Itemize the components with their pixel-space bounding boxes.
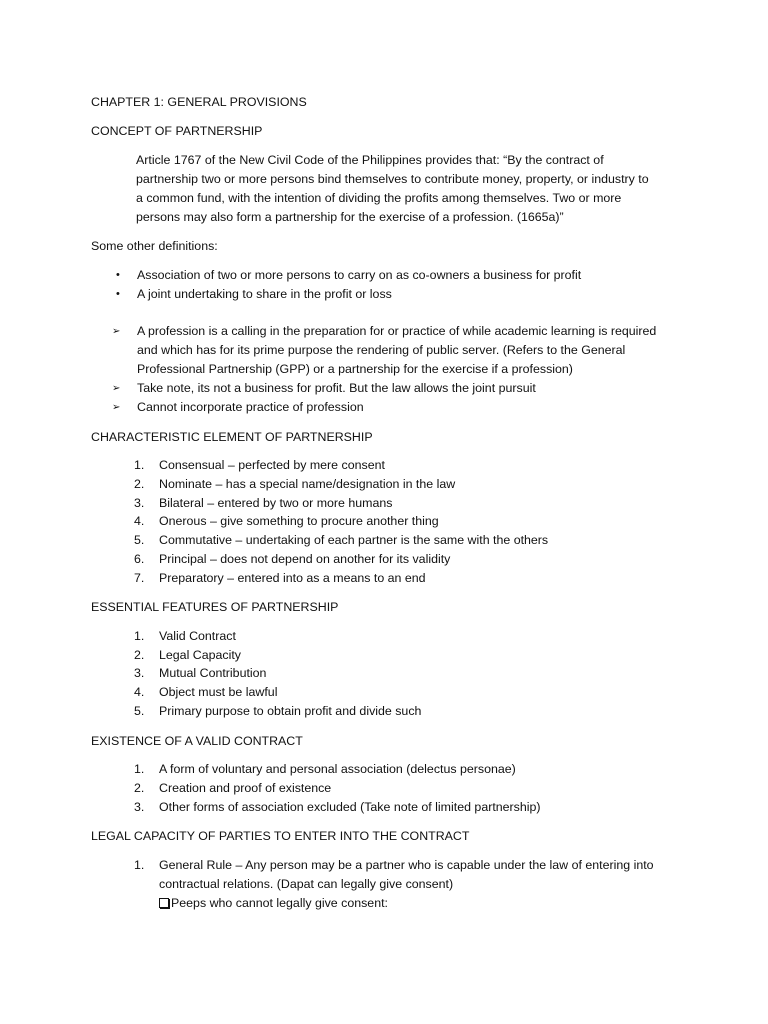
list-number: 3. (134, 496, 145, 510)
list-text: Legal Capacity (159, 648, 241, 662)
list-text: Valid Contract (159, 629, 236, 643)
list-item (0, 856, 768, 894)
list-text: General Rule – Any person may be a partner who is capable under the law of entering into (159, 858, 654, 872)
list-number: 5. (134, 533, 145, 547)
list-number: 2. (134, 648, 145, 662)
arrow-item-line: A profession is a calling in the preparation for or practice of while academic learning is required (137, 324, 657, 338)
bullet-marker: • (116, 269, 120, 281)
concept-paragraph-line: persons may also form a partnership for the exercise of a profession. (1665a)” (136, 210, 564, 224)
list-number: 4. (134, 685, 145, 699)
section-heading-characteristics: CHARACTERISTIC ELEMENT OF PARTNERSHIP (91, 430, 373, 444)
checkbox-sub-item (159, 894, 388, 913)
list-item (0, 512, 768, 531)
section-heading-legal-capacity: LEGAL CAPACITY OF PARTIES TO ENTER INTO THE CONTRACT (91, 829, 470, 843)
list-item (0, 683, 768, 702)
list-text: contractual relations. (Dapat can legally give consent) (159, 877, 454, 891)
list-number: 1. (134, 858, 145, 872)
section-heading-concept: CONCEPT OF PARTNERSHIP (91, 124, 263, 138)
list-item (0, 760, 768, 779)
list-item (0, 550, 768, 569)
list-text: Object must be lawful (159, 685, 278, 699)
list-number: 1. (134, 458, 145, 472)
chapter-title: CHAPTER 1: GENERAL PROVISIONS (91, 95, 307, 109)
list-text: Onerous – give something to procure another thing (159, 514, 439, 528)
arrow-item-line: Take note, its not a business for profit. But the law allows the joint pursuit (137, 381, 536, 395)
list-number: 1. (134, 629, 145, 643)
list-item (0, 475, 768, 494)
sub-item-text: Peeps who cannot legally give consent: (171, 896, 388, 910)
list-number: 1. (134, 762, 145, 776)
list-number: 6. (134, 552, 145, 566)
list-item (0, 664, 768, 683)
bullet-text: Association of two or more persons to carry on as co-owners a business for profit (137, 268, 582, 282)
section-heading-essential: ESSENTIAL FEATURES OF PARTNERSHIP (91, 600, 339, 614)
list-text: Mutual Contribution (159, 666, 267, 680)
arrow-marker-icon: ➢ (112, 383, 121, 394)
list-text: Principal – does not depend on another for its validity (159, 552, 451, 566)
arrow-marker-icon: ➢ (112, 402, 121, 413)
list-text: Bilateral – entered by two or more humans (159, 496, 393, 510)
list-number: 7. (134, 571, 145, 585)
list-text: Nominate – has a special name/designation in the law (159, 477, 456, 491)
arrow-item-line: Professional Partnership (GPP) or a partnership for the exercise if a profession) (137, 362, 573, 376)
list-number: 5. (134, 704, 145, 718)
list-text: Consensual – perfected by mere consent (159, 458, 385, 472)
list-item (0, 456, 768, 475)
list-item (0, 398, 768, 417)
list-number: 3. (134, 666, 145, 680)
list-text: Other forms of association excluded (Take note of limited partnership) (159, 800, 541, 814)
list-number: 2. (134, 781, 145, 795)
section-heading-valid-contract: EXISTENCE OF A VALID CONTRACT (91, 734, 303, 748)
list-number: 3. (134, 800, 145, 814)
list-item (0, 322, 768, 379)
list-number: 4. (134, 514, 145, 528)
concept-paragraph-line: Article 1767 of the New Civil Code of the Philippines provides that: “By the contract of (136, 153, 604, 167)
list-item (0, 779, 768, 798)
list-item (0, 702, 768, 721)
list-number: 2. (134, 477, 145, 491)
arrow-item-line: Cannot incorporate practice of profession (137, 400, 364, 414)
arrow-marker-icon: ➢ (112, 326, 121, 337)
square-bullet-icon (159, 898, 169, 908)
list-text: Commutative – undertaking of each partner is the same with the others (159, 533, 549, 547)
list-item (0, 285, 768, 304)
list-text: A form of voluntary and personal association (delectus personae) (159, 762, 516, 776)
list-item (0, 266, 768, 285)
list-item (0, 379, 768, 398)
list-item (0, 798, 768, 817)
list-text: Preparatory – entered into as a means to an end (159, 571, 426, 585)
list-text: Primary purpose to obtain profit and divide such (159, 704, 422, 718)
list-text: Creation and proof of existence (159, 781, 332, 795)
list-item (0, 569, 768, 588)
bullet-marker: • (116, 288, 120, 300)
concept-paragraph-line: a common fund, with the intention of dividing the profits among themselves. Two or more (136, 191, 622, 205)
concept-paragraph-line: partnership two or more persons bind themselves to contribute money, property, or industry to (136, 172, 649, 186)
list-item (0, 894, 768, 913)
list-item (0, 627, 768, 646)
definitions-heading: Some other definitions: (91, 239, 218, 253)
arrow-item-line: and which has for its prime purpose the rendering of public server. (Refers to the General (137, 343, 626, 357)
bullet-text: A joint undertaking to share in the profit or loss (137, 287, 392, 301)
list-item (0, 531, 768, 550)
list-item (0, 646, 768, 665)
list-item (0, 494, 768, 513)
